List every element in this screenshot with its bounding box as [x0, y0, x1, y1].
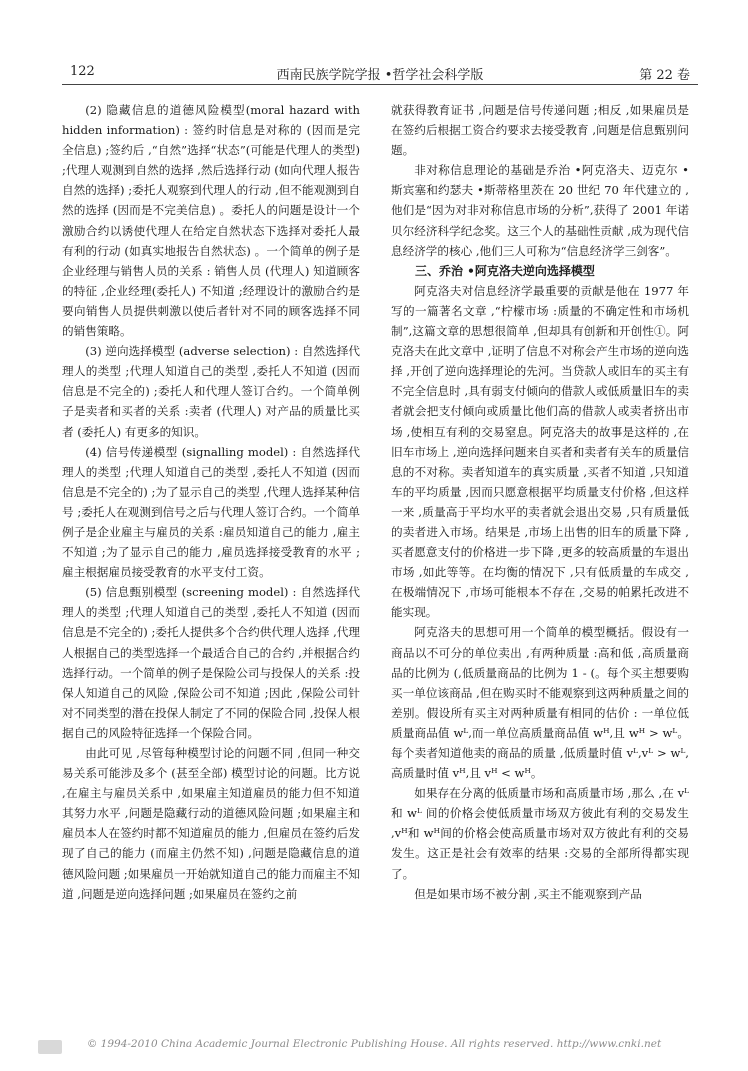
paragraph-moral-hazard: (2) 隐藏信息的道德风险模型(moral hazard with hidden information) : 签约时信息是对称的 (因而是完全信息) ;签约后 ,“自然”选择“状态”(可能是代理人的类型) ;代理人观测到自然的选择 ,然后选择行动 (如向代理人报告自然的选择) ;委托人观察到代理人的行动 ,但不能观测到自然的选择 (因而是不完美信息) 。委托人的问题是设计一个激励合约以诱使代理人在给定自然状态下选择对委托人最有利的行动 (如真实地报告自然状态) 。一个简单的例子是企业经理与销售人员的关系 : 销售人员 (代理人) 知道顾客的特征 ,企业经理(委托人) 不知道 ;经理设计的激励合约是要向销售人员提供刺激以使后者针对不同的顾客选择不同的销售策略。 — [62, 103, 360, 339]
paragraph-nobel: 非对称信息理论的基础是乔治 •阿克洛夫、迈克尔 •斯宾塞和约瑟夫 •斯蒂格里茨在 20 世纪 70 年代建立的 ,他们是“因为对非对称信息市场的分析”,获得了 2001 年诺贝尔经济科学纪念奖。这三个人的基础性贡献 ,成为现代信息经济学的核心 ,他们三人可称为“信息经济学三剑客”。 — [391, 163, 689, 258]
page-number: 122 — [70, 64, 95, 79]
copyright-footer: © 1994-2010 China Academic Journal Electronic Publishing House. All rights reserved. http://www.cnki.net — [86, 1038, 662, 1050]
paragraph-unsegmented: 但是如果市场不被分割 ,买主不能观察到产品 — [414, 886, 642, 901]
paragraph-akerlof-lemons: 阿克洛夫对信息经济学最重要的贡献是他在 1977 年写的一篇著名文章 ,“柠檬市场 :质量的不确定性和市场机制”,这篇文章的思想很简单 ,但却具有创新和开创性①。阿克洛夫在此文章中 ,证明了信息不对称会产生市场的逆向选择 ,开创了逆向选择理论的先河。当贷款人或旧车的买主有不完全信息时 ,具有弱支付倾向的借款人或低质量旧车的卖者就会把支付倾向或质量比他们高的借款人或卖者挤出市场 ,使相互有利的交易窒息。阿克洛夫的故事是这样的 ,在旧车市场上 ,逆向选择问题来自买者和卖者有关车的质量信息的不对称。卖者知道车的真实质量 ,买者不知道 ,只知道车的平均质量 ,因而只愿意根据平均质量支付价格 ,但这样一来 ,质量高于平均水平的卖者就会退出交易 ,只有质量低的卖者进入市场。结果是 ,市场上出售的旧车的质量下降 ,买者愿意支付的价格进一步下降 ,更多的较高质量的车退出市场 ,如此等等。在均衡的情况下 ,只有低质量的车成交 ,在极端情况下 ,市场可能根本不存在 ,交易的帕累托改进不能实现。 — [391, 283, 689, 620]
paragraph-continuation: 就获得教育证书 ,问题是信号传递问题 ;相反 ,如果雇员是在签约后根据工资合约要求去接受教育 ,问题是信息甄别问题。 — [391, 103, 689, 158]
paragraph-adverse-selection: (3) 逆向选择模型 (adverse selection) : 自然选择代理人的类型 ;代理人知道自己的类型 ,委托人不知道 (因而信息是不完全的) ;委托人和代理人签订合约。一个简单例子是卖者和买者的关系 :卖者 (代理人) 对产品的质量比买者 (委托人) 有更多的知识。 — [62, 344, 360, 439]
left-column — [62, 100, 360, 904]
page-header — [62, 62, 698, 85]
paragraph-summary: 由此可见 ,尽管每种模型讨论的问题不同 ,但同一种交易关系可能涉及多个 (甚至全部) 模型讨论的问题。比方说 ,在雇主与雇员关系中 ,如果雇主知道雇员的能力但不知道其努力水平 ,问题是隐藏行动的道德风险问题 ;如果雇主和雇员本人在签约时都不知道雇员的能力 ,但雇员在签约后发现了自己的能力 (而雇主仍然不知) ,问题是隐藏信息的道德风险问题 ;如果雇员一开始就知道自己的能力而雇主不知道 ,问题是逆向选择问题 ;如果雇员在签约之前 — [62, 746, 360, 901]
right-column — [391, 100, 689, 904]
section-title: 三、乔治 •阿克洛夫逆向选择模型 — [415, 263, 595, 278]
volume-label: 第 22 卷 — [639, 68, 690, 83]
paragraph-signalling: (4) 信号传递模型 (signalling model) : 自然选择代理人的类型 ;代理人知道自己的类型 ,委托人不知道 (因而信息是不完全的) ;为了显示自己的类型 ,代理人选择某种信号 ;委托人在观测到信号之后与代理人签订合约。一个简单例子是企业雇主与雇员的关系 :雇员知道自己的能力 ,雇主不知道 ;为了显示自己的能力 ,雇员选择接受教育的水平 ;雇主根据雇员接受教育的水平支付工资。 — [62, 444, 360, 580]
paragraph-screening: (5) 信息甄别模型 (screening model) : 自然选择代理人的类型 ;代理人知道自己的类型 ,委托人不知道 (因而信息是不完全的) ;委托人提供多个合约供代理人选择 ,代理人根据自己的类型选择一个最适合自己的合约 ,并根据合约选择行动。一个简单的例子是保险公司与投保人的关系 :投保人知道自己的风险 ,保险公司不知道 ;因此 ,保险公司针对不同类型的潜在投保人制定了不同的保险合同 ,投保人根据自己的风险特征选择一个保险合同。 — [62, 585, 360, 740]
paragraph-separate-markets: 如果存在分离的低质量市场和高质量市场 ,那么 ,在 vᴸ 和 wᴸ 间的价格会使低质量市场双方彼此有利的交易发生 ,vᴴ和 wᴴ间的价格会使高质量市场对双方彼此有利的交易发生。这正是社会有效率的结果 :交易的全部所得都实现了。 — [391, 786, 689, 881]
paragraph-model: 阿克洛夫的思想可用一个简单的模型概括。假设有一商品以不可分的单位卖出 ,有两种质量 :高和低 ,高质量商品的比例为 (,低质量商品的比例为 1 - (。每个买主想要购买一单位该商品 ,但在购买时不能观察到这两种质量之间的差别。假设所有买主对两种质量有相同的估价 : 一单位低质量商品值 wᴸ,而一单位高质量商品值 wᴴ,且 wᴴ > wᴸ。每个卖者知道他卖的商品的质量 ,低质量时值 vᴸ,vᴸ > wᴸ,高质量时值 vᴴ,且 vᴴ < wᴴ。 — [391, 625, 689, 781]
journal-title: 西南民族学院学报 •哲学社会科学版 — [276, 68, 484, 83]
